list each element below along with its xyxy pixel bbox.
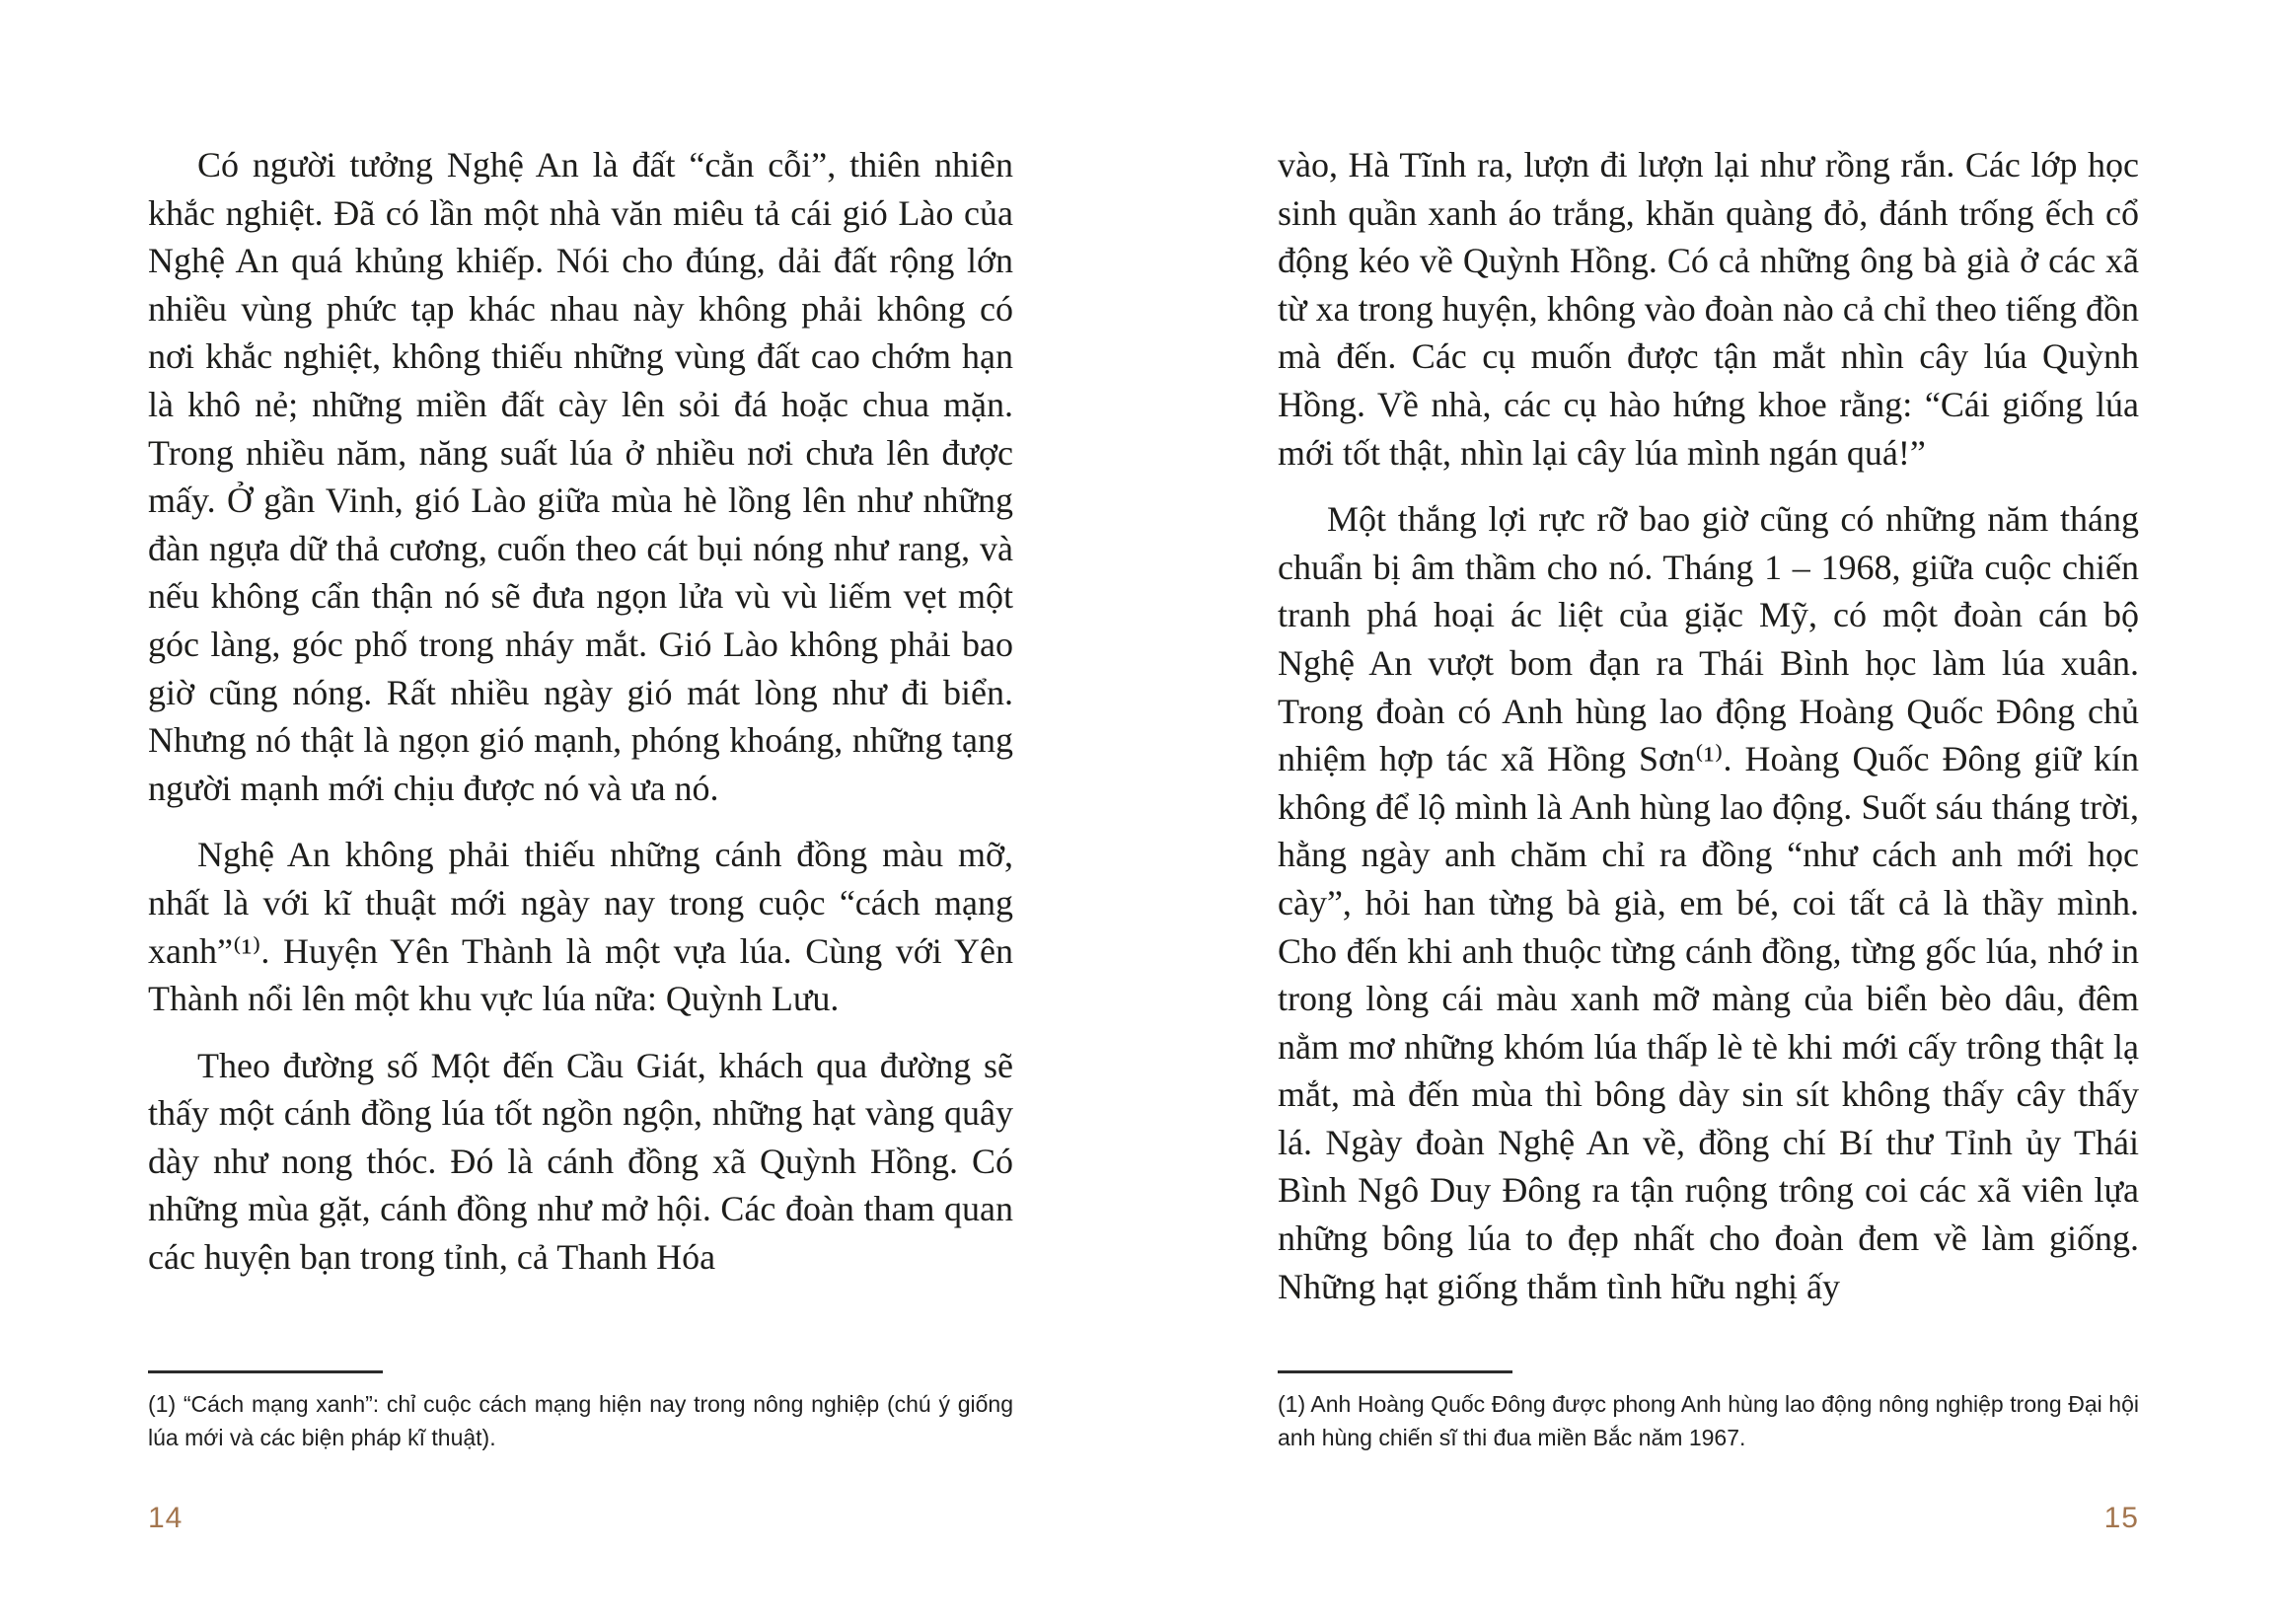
body-paragraph: Một thắng lợi rực rỡ bao giờ cũng có những năm tháng chuẩn bị âm thầm cho nó. Tháng 1 – 1968, giữa cuộc chiến tranh phá hoại ác liệt của giặc Mỹ, có một đoàn cán bộ Nghệ An vượt bom đạn ra Thái Bình học làm lúa xuân. Trong đoàn có Anh hùng lao động Hoàng Quốc Đông chủ nhiệm hợp tác xã Hồng Sơn⁽¹⁾. Hoàng Quốc Đông giữ kín không để lộ mình là Anh hùng lao động. Suốt sáu tháng trời, hằng ngày anh chăm chỉ ra đồng “như cách anh mới học cày”, hỏi han từng bà già, em bé, coi tất cả là thầy mình. Cho đến khi anh thuộc từng cánh đồng, từng gốc lúa, nhớ in trong lòng cái màu xanh mỡ màng của biển bèo dâu, đêm nằm mơ những khóm lúa thấp lè tè khi mới cấy trông thật lạ mắt, mà đến mùa thì bông dày sin sít không thấy cây thấy lá. Ngày đoàn Nghệ An về, đồng chí Bí thư Tỉnh ủy Thái Bình Ngô Duy Đông ra tận ruộng trông coi các xã viên lựa những bông lúa to đẹp nhất cho đoàn đem về làm giống. Những hạt giống thắm tình hữu nghị ấy [1278, 499, 2139, 1306]
body-paragraph: Có người tưởng Nghệ An là đất “cằn cỗi”, thiên nhiên khắc nghiệt. Đã có lần một nhà văn miêu tả cái gió Lào của Nghệ An quá khủng khiếp. Nói cho đúng, dải đất rộng lớn nhiều vùng phức tạp khác nhau này không phải không có nơi khắc nghiệt, không thiếu những vùng đất cao chớm hạn là khô nẻ; những miền đất cày lên sỏi đá hoặc chua mặn. Trong nhiều năm, năng suất lúa ở nhiều nơi chưa lên được mấy. Ở gần Vinh, gió Lào giữa mùa hè lồng lên như những đàn ngựa dữ thả cương, cuốn theo cát bụi nóng như rang, và nếu không cẩn thận nó sẽ đưa ngọn lửa vù vù liếm vẹt một góc làng, góc phố trong nháy mắt. Gió Lào không phải bao giờ cũng nóng. Rất nhiều ngày gió mát lòng như đi biển. Nhưng nó thật là ngọn gió mạnh, phóng khoáng, những tạng người mạnh mới chịu được nó và ưa nó. [148, 145, 1013, 808]
right-page [1278, 0, 2139, 1624]
footnote: (1) “Cách mạng xanh”: chỉ cuộc cách mạng hiện nay trong nông nghiệp (chú ý giống lúa mới và các biện pháp kĩ thuật). [148, 1391, 1013, 1450]
left-footnote-block [148, 1370, 1013, 1454]
footnote-divider [148, 1370, 383, 1373]
footnote-divider [1278, 1370, 1512, 1373]
right-footnote-block [1278, 1370, 2139, 1454]
body-paragraph: Theo đường số Một đến Cầu Giát, khách qua đường sẽ thấy một cánh đồng lúa tốt ngồn ngộn, những hạt vàng quây dày như nong thóc. Đó là cánh đồng xã Quỳnh Hồng. Có những mùa gặt, cánh đồng như mở hội. Các đoàn tham quan các huyện bạn trong tỉnh, cả Thanh Hóa [148, 1045, 1013, 1278]
left-page [148, 0, 1013, 1624]
body-paragraph: Nghệ An không phải thiếu những cánh đồng màu mỡ, nhất là với kĩ thuật mới ngày nay trong cuộc “cách mạng xanh”⁽¹⁾. Huyện Yên Thành là một vựa lúa. Cùng với Yên Thành nổi lên một khu vực lúa nữa: Quỳnh Lưu. [148, 835, 1013, 1019]
left-page-body [148, 141, 1013, 1282]
footnote: (1) Anh Hoàng Quốc Đông được phong Anh hùng lao động nông nghiệp trong Đại hội anh hùng chiến sĩ thi đua miền Bắc năm 1967. [1278, 1391, 2139, 1450]
body-paragraph: vào, Hà Tĩnh ra, lượn đi lượn lại như rồng rắn. Các lớp học sinh quần xanh áo trắng, khăn quàng đỏ, đánh trống ếch cổ động kéo về Quỳnh Hồng. Có cả những ông bà già ở các xã từ xa trong huyện, không vào đoàn nào cả chỉ theo tiếng đồn mà đến. Các cụ muốn được tận mắt nhìn cây lúa Quỳnh Hồng. Về nhà, các cụ hào hứng khoe rằng: “Cái giống lúa mới tốt thật, nhìn lại cây lúa mình ngán quá!” [1278, 145, 2139, 473]
page-number: 14 [148, 1502, 184, 1534]
page-number: 15 [2103, 1502, 2139, 1534]
right-page-body [1278, 141, 2139, 1310]
